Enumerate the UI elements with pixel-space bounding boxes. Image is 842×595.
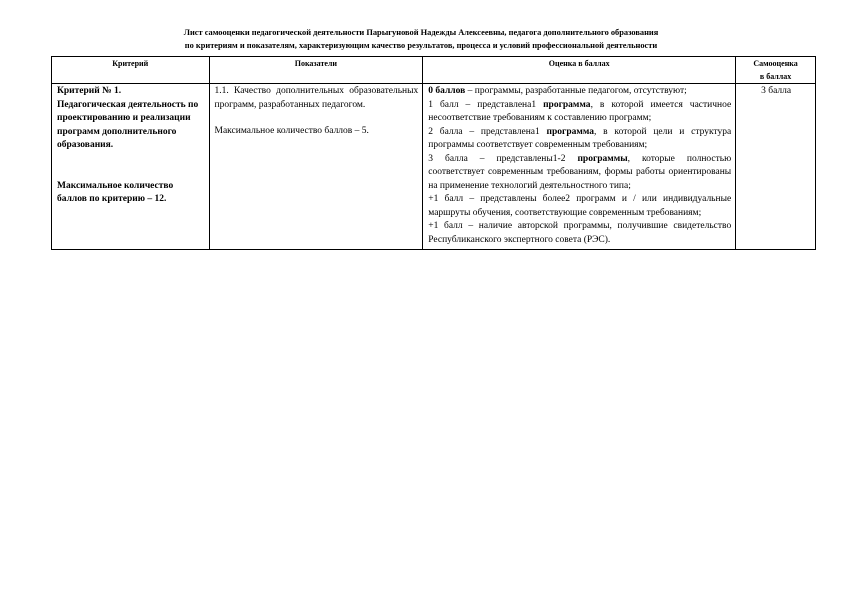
- title-line-2: по критериям и показателям, характеризующим качество результатов, процесса и условий профессиональной деятельности: [184, 41, 658, 50]
- document-title: [40, 26, 802, 52]
- scale-item: +1 балл – представлены более2 программ и / или индивидуальные маршруты обучения, соответствующие современным требованиям;: [428, 194, 732, 218]
- header-rating: Оценка в баллах: [423, 57, 736, 84]
- title-line-1: Лист самооценки педагогической деятельности Парыгуновой Надежды Алексеевны, педагога дополнительного образования: [183, 28, 659, 37]
- table-row: [52, 84, 816, 250]
- criterion-text: Педагогическая деятельность по проектированию и реализации программ дополнительного образования.: [57, 99, 199, 150]
- criterion-title: Критерий № 1.: [57, 86, 122, 96]
- indicator-max: Максимальное количество баллов – 5.: [214, 126, 369, 136]
- criterion-cell: [52, 84, 210, 250]
- indicator-text: 1.1. Качество дополнительных образовательных программ, разработанных педагогом.: [214, 86, 419, 110]
- self-score-cell: 3 балла: [736, 84, 816, 250]
- scale-item: 1 балл – представлена1 программа, в которой имеется частичное несоответствие требованиям к составлению программ;: [428, 99, 732, 123]
- rating-scale-cell: [423, 84, 736, 250]
- header-self-assessment: Самооценка в баллах: [736, 57, 816, 84]
- assessment-table: [51, 56, 816, 250]
- table-header-row: [52, 57, 816, 84]
- criterion-max: Максимальное количество баллов по критерию – 12.: [57, 180, 174, 204]
- scale-item: 0 баллов – программы, разработанные педагогом, отсутствуют;: [428, 86, 687, 96]
- scale-item: 3 балла – представлены1-2 программы, которые полностью соответствует современным требованиям, формы работы ориентированы на применение технологий деятельностного типа;: [428, 153, 732, 191]
- header-criterion: Критерий: [52, 57, 210, 84]
- scale-item: +1 балл – наличие авторской программы, получившие свидетельство Республиканского экспертного совета (РЭС).: [428, 221, 732, 245]
- header-indicators: Показатели: [209, 57, 423, 84]
- indicator-cell: [209, 84, 423, 250]
- scale-item: 2 балла – представлена1 программа, в которой цели и структура программы соответствует современным требованиям;: [428, 126, 732, 150]
